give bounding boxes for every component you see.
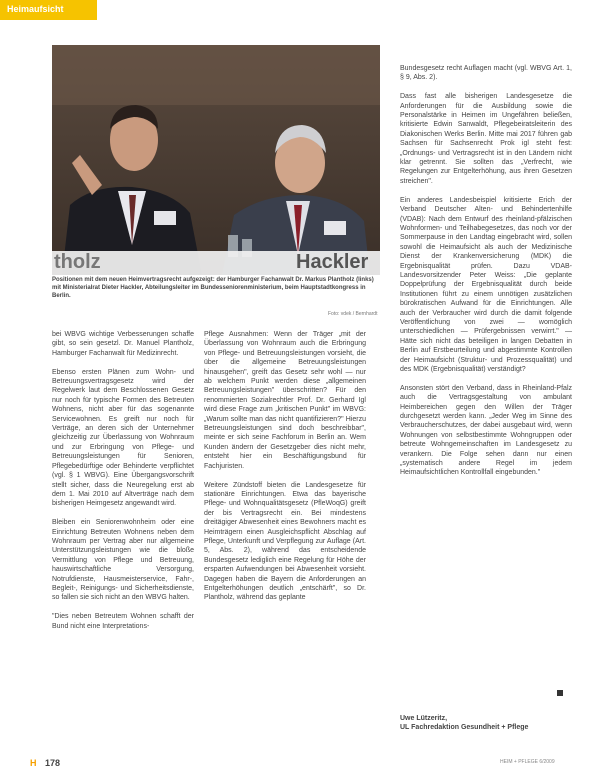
section-tag	[0, 0, 97, 20]
page-number	[30, 758, 60, 768]
magazine-logo-icon: H	[30, 758, 37, 768]
footer-issue: HEIM + PFLEGE 6/2009	[500, 759, 555, 765]
name-plate-right: Hackler	[296, 251, 369, 273]
event-photo-image	[52, 45, 380, 275]
name-plate-left: tholz	[54, 251, 101, 273]
event-photo	[52, 45, 380, 275]
author-signature: Uwe Lützeritz, UL Fachredaktion Gesundheit + Pflege	[400, 715, 529, 732]
article-column-2: Pflege Ausnahmen: Wenn der Träger „mit der Überlassung von Wohnraum auch die Erbringung von Pflege- und Betreuungsleistungen vorsieht, die über die allgemeine Betreuungsleistungen hinausgehen", greift das Gesetz sehr wohl — nur ab welchem Punkt werden diese „allgemeinen Betreuungsleistungen" überschritten? Für den renommierten Sozialrechtler Prof. Dr. Gerhard Igl wird diese Frage zum „kritischen Punkt" im WBVG: „Warum sollte man das nicht quantifizieren?" Hierzu Betreuungsleistungen sind doch beschreibbar", meinte er sich seine Fachforum in Berlin an. Wem Kunden ändern der Gesetzgeber dies nicht mehr, entsteht hier ein Beschäftigungsbund für Fachjuristen. Weitere Zündstoff bieten die Landesgesetze für stationäre Einrichtungen. Etwa das bayerische Pflege- und Wohnqualitätsgesetz (PfleWoqG) greift der bis Vertragsrecht ein. Bei mindestens dreitägiger Abwesenheit eines Bewohners macht es Heimträgern einen Ausgleichspflicht Abschlag auf Pflege, Unterkunft und Verpflegung zur Auflage (Art. 5, Abs. 2), während das entscheidende Bundesgesetz lediglich eine Regelung für Höhe der ersparten Aufwendungen bei Abwesenheit vorsieht. Dagegen haben die Bayern die Anforderungen an Entgelterhöhungen deutlich „entschärft", so Dr. Plantholz, während das geplante	[204, 331, 366, 602]
article-column-3: Bundesgesetz recht Auflagen macht (vgl. WBVG Art. 1, § 9, Abs. 2). Dass fast alle bisherigen Landesgesetze die Anforderungen für die Ausbildung sowie die Personalstärke in Heimen im Ungefähren beließen, kritisierte Edwin Sanwaldt, Pflegebeiratsleiterin des Diakonischen Werks Berlin. Mitte mai 2017 führen gab Sachsen für Sachsenrecht Prok igl steht fest: „Ordnungs- und Vertragsrecht ist in den Ländern nicht klar getrennt. Sie sollten das „Verfrecht, wie Regelungen zur Entgelterhöhung, aus ihren Gesetzen streichen". Ein anderes Landesbeispiel kritisierte Erich der Verband Deutscher Alten- und Behindertenhilfe (VDAB): Nach dem Entwurf des rheinland-pfälzischen Wohnformen- und Teilhabegesetzes, das noch vor der Sommerpause in den Landtag eingebracht wird, sollen sowohl die Heimaufsicht als auch der Medizinische Dienst der Krankenversicherung (MDK) die Ergebnisqualität prüfen. Dazu VDAB-Landesvorsitzender Peter Weiss: „Die geplante Doppelprüfung der Ergebnisqualität durch beide Institutionen führt zu einem unnötigen zusätzlichen bürokratischen Aufwand für die Einrichtungen. Alle auch der Verbraucher wird durch die damit folgende Veröffentlichung von zwei — womöglich unterschiedlichen — Prüfergebnissen verwirrt." — Hätte sich nicht das beteiligen in langen Debatten in Berlin auf Erstbeurteilung und abgestimmte Kontrollen der Heimaufsicht (Struktur- und Prozessqualität) und des MDK (Ergebnisqualität) verständigt? Ansonsten stört den Verband, dass in Rheinland-Pfalz auch die Vertragsgestaltung von ambulant Heimbereichen gegen den Willen der Träger durchgesetzt werden kann. „Jeder Weg im Sinne des Verbraucherschutzes, der dabei ausgebaut wird, wenn Wohnungen von selbstbestimmte Wohngruppen oder betreute Wohngemeinschaften im Landesgesetz zu verankern. Die Folge sehen dann nur einen „systematisch andere Regel im jedem Heimaufsichtlichen Kontrollfall eingebunden."	[400, 65, 572, 477]
page-number-value: 178	[45, 758, 61, 768]
article-column-1: bei WBVG wichtige Verbesserungen schaffe gibt, so sein gesetzl. Dr. Manuel Plantholz, Hamburger Fachanwalt für Medizinrecht. Ebenso ersten Plänen zum Wohn- und Betreuungsvertragsgesetz wird der Regelwerk laut dem Beschlossenen Gesetz nur noch für typische Formen des Betreuten Wohnens, nicht aber für das sogenannte Servicewohnen. Es greift nur noch für Verträge, an deren sich der Unternehmer gleichzeitig zur Überlassung von Wohnraum und zur Erbringung von Pflege- und Betreuungsleistungen für Senioren, Pflegebedürftige oder Behinderte verpflichtet (vgl. § 1 WBVG). Eine Übergangsvorschrift stellt sicher, dass die Neuregelung erst ab dem 1. Mai 2010 auf Altverträge nach dem bisherigen Heimgesetz angewandt wird. Bleiben ein Seniorenwohnheim oder eine Einrichtung Betreuten Wohnens neben dem Wohnraum per Vertrag aber nur allgemeine Unterstützungsleistungen wie die bloße Vermittlung von Pflege und Betreuung, hauswirtschaftliche Versorgung, Notrufdienste, Hausmeisterservice, Fahr-, Begleit-, Reinigungs- und Sicherheitsdienste, so fallen sie sich nicht an den WBVG halten. "Dies neben Betreutem Wohnen schafft der Bund nicht eine Interpretations-	[52, 331, 194, 630]
photo-caption: Positionen mit dem neuen Heimvertragsrecht aufgezeigt: der Hamburger Fachanwalt Dr. Markus Plantholz (links) mit Ministerialrat Dieter Hackler, Abteilungsleiter im Bundesseniorenministerium, beim Hauptstadtkongress in Berlin.	[52, 277, 374, 299]
end-of-article-marker	[557, 690, 563, 696]
section-tag-label: Heimaufsicht	[7, 4, 64, 14]
photo-credit: Foto: vdek / Bernhardt	[328, 311, 378, 317]
